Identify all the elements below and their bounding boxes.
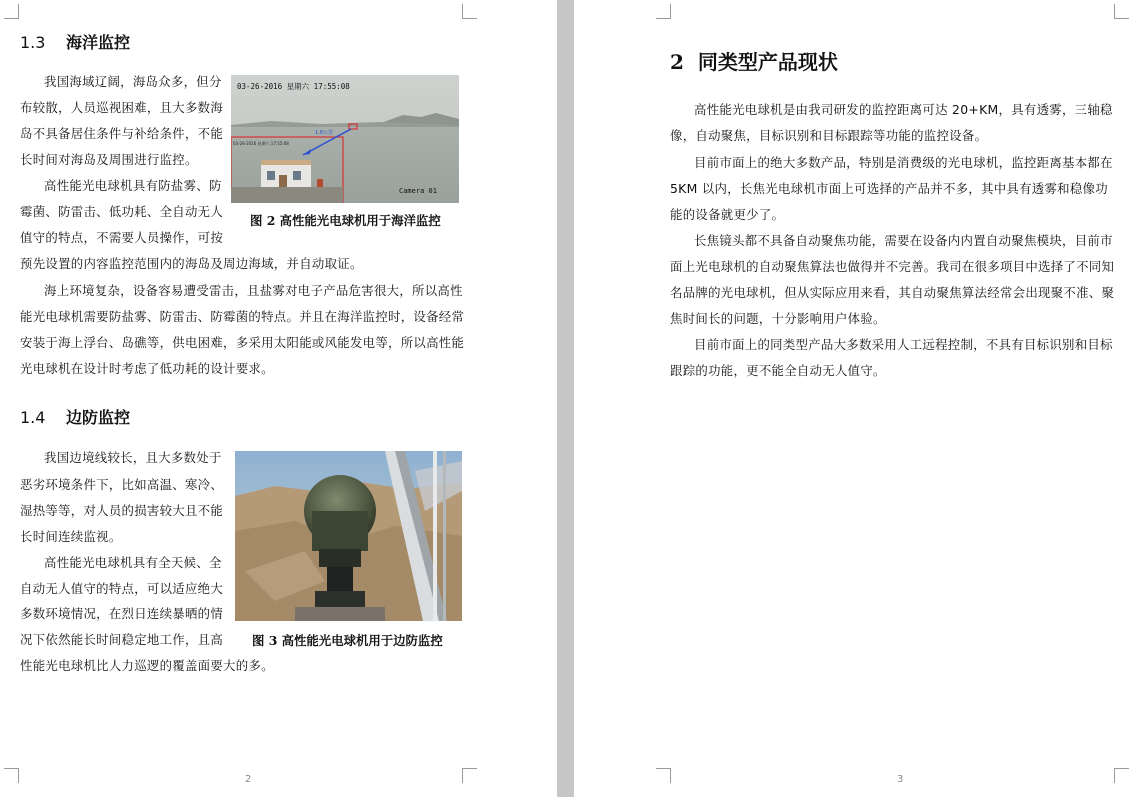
corner-mark-bottom-left	[656, 768, 671, 783]
text-line: 霉菌、防雷击、低功耗、全自动无人	[20, 204, 224, 219]
text-line: 光电球机在设计时考虑了低功耗的设计要求。	[20, 361, 274, 376]
section-title: 边防监控	[66, 408, 131, 427]
text-line: 跟踪的功能，更不能全自动无人值守。	[670, 363, 886, 378]
sea-photo-drawing	[231, 75, 459, 203]
text-line: 能光电球机需要防盐雾、防雷击、防霉菌的特点。并且在海洋监控时，设备经常	[20, 309, 465, 324]
text-line: 况下依然能长时间稳定地工作，且高	[20, 632, 224, 647]
chapter-heading	[670, 46, 838, 75]
text-line: 高性能光电球机具有防盐雾、防	[44, 178, 222, 193]
section-number: 1.3	[20, 33, 46, 52]
corner-mark-top-right	[1114, 4, 1129, 19]
text-line: 高性能光电球机具有全天候、全	[44, 555, 222, 570]
text-line: 布较散，人员巡视困难，且大多数海	[20, 100, 224, 115]
text-line: 安装于海上浮台、岛礁等，供电困难，多采用太阳能或风能发电等，所以高性能	[20, 335, 465, 350]
text-line: 面上光电球机的自动聚焦算法也做得并不完善。我司在很多项目中选择了不同知	[670, 259, 1115, 274]
osd-distance-label: 1.8公里	[315, 130, 333, 136]
text-line: 长时间对海岛及周围进行监控。	[20, 152, 198, 167]
section-title: 海洋监控	[66, 33, 131, 52]
sea-monitoring-photo	[231, 75, 459, 203]
page-3	[574, 0, 1133, 797]
corner-mark-bottom-left	[4, 768, 19, 783]
text-line: 岛不具备居住条件与补给条件，不能	[20, 126, 224, 141]
corner-mark-bottom-right	[1114, 768, 1129, 783]
text-line: 值守的特点，不需要人员操作，可按	[20, 230, 224, 245]
text-line: 像，自动聚焦，目标识别和目标跟踪等功能的监控设备。	[670, 128, 988, 143]
text-line: 目前市面上的同类型产品大多数采用人工远程控制，不具有目标识别和目标	[694, 337, 1113, 352]
corner-mark-top-right	[462, 4, 477, 19]
corner-mark-top-left	[656, 4, 671, 19]
page-gap	[557, 0, 574, 797]
chapter-title: 同类型产品现状	[697, 50, 838, 74]
figure-3-caption: 图 3 高性能光电球机用于边防监控	[252, 633, 443, 648]
section-heading-1-4	[20, 405, 130, 428]
osd-small-timestamp: 03-26-2016 星期六 17:55:08	[233, 141, 289, 146]
page-2	[0, 0, 557, 797]
text-line: 名品牌的光电球机，但从实际应用来看，其自动聚焦算法经常会出现聚不准、聚	[670, 285, 1115, 300]
text-line: 5KM 以内，长焦光电球机市面上可选择的产品并不多，其中具有透雾和稳像功	[670, 181, 1108, 196]
border-monitoring-photo	[235, 451, 462, 621]
page-number: 2	[245, 774, 252, 785]
text-line: 自动无人值守的特点，可以适应绝大	[20, 581, 224, 596]
text-line: 预先设置的内容监控范围内的海岛及周边海域，并自动取证。	[20, 256, 363, 271]
text-line: 多数环境情况，在烈日连续暴晒的情	[20, 606, 224, 621]
text-line: 海上环境复杂，设备容易遭受雷击，且盐雾对电子产品危害很大，所以高性	[44, 283, 463, 298]
text-line: 长焦镜头都不具备自动聚焦功能，需要在设备内内置自动聚焦模块，目前市	[694, 233, 1113, 248]
text-line: 性能光电球机比人力巡逻的覆盖面要大的多。	[20, 658, 274, 673]
osd-camera-label: Camera 01	[399, 187, 437, 195]
border-photo-drawing	[235, 451, 462, 621]
text-line: 焦时间长的问题，十分影响用户体验。	[670, 311, 886, 326]
page-number: 3	[897, 774, 904, 785]
text-line: 能的设备就更少了。	[670, 207, 785, 222]
text-line: 湿热等等，对人员的损害较大且不能	[20, 503, 224, 518]
corner-mark-bottom-right	[462, 768, 477, 783]
text-line: 高性能光电球机是由我司研发的监控距离可达 20+KM，具有透雾，三轴稳	[694, 102, 1113, 117]
text-line: 我国海域辽阔，海岛众多，但分	[44, 74, 222, 89]
section-number: 1.4	[20, 408, 46, 427]
corner-mark-top-left	[4, 4, 19, 19]
osd-timestamp: 03-26-2016 星期六 17:55:08	[237, 82, 350, 91]
section-heading-1-3	[20, 30, 130, 53]
figure-2-caption: 图 2 高性能光电球机用于海洋监控	[250, 213, 441, 228]
chapter-number: 2	[670, 50, 684, 74]
text-line: 目前市面上的绝大多数产品，特别是消费级的光电球机，监控距离基本都在	[694, 155, 1113, 170]
text-line: 我国边境线较长，且大多数处于	[44, 450, 222, 465]
text-line: 恶劣环境条件下，比如高温、寒冷、	[20, 477, 224, 492]
text-line: 长时间连续监视。	[20, 529, 122, 544]
